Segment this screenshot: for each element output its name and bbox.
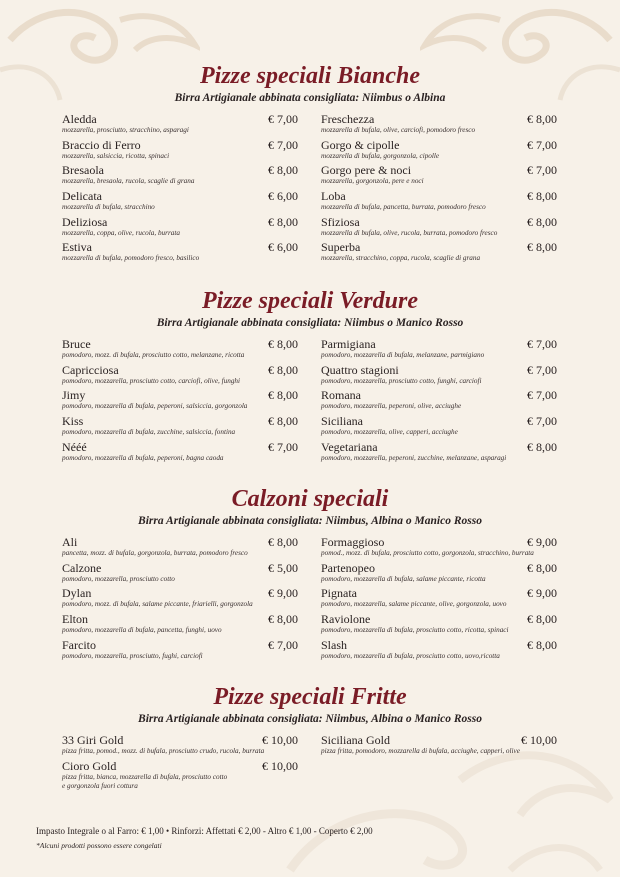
item-price: € 5,00 — [268, 560, 298, 575]
menu-item — [321, 215, 557, 241]
item-name: Bruce — [62, 337, 91, 351]
menu-item — [62, 414, 298, 440]
item-description: pomodoro, mozzarella di bufala, pancetta, funghi, uovo — [62, 626, 222, 635]
section-title: Pizze speciali Verdure — [202, 288, 418, 314]
item-price: € 8,00 — [268, 535, 298, 549]
item-description-continued: e gorgonzola fuori cottura — [62, 781, 138, 790]
item-price: € 8,00 — [527, 612, 557, 627]
section-pizze-fritte — [0, 683, 620, 790]
menu-item — [62, 363, 298, 389]
item-description: pomodoro, mozzarella, prosciutto, fughi, carciofi — [62, 651, 203, 660]
item-name: Romana — [321, 388, 361, 403]
item-description: pomodoro, mozz. di bufala, prosciutto cotto, melanzane, ricotta — [62, 351, 245, 359]
item-name: Siciliana — [321, 414, 363, 429]
item-description: pomodoro, mozzarella di bufala, zucchine, salsiccia, fontina — [62, 428, 236, 437]
right-column — [321, 112, 557, 266]
item-description: mozzarella, bresaola, rucola, scaglie di grana — [62, 177, 195, 186]
item-description: mozzarella di bufala, pomodoro fresco, basilico — [62, 254, 200, 263]
item-description: pomodoro, mozzarella, prosciutto cotto, funghi, carciofi — [321, 376, 482, 385]
item-name: Siciliana Gold — [321, 733, 390, 747]
menu-item — [62, 612, 298, 638]
menu-item — [321, 535, 557, 561]
item-description: pancetta, mozz. di bufala, gorgonzola, burrata, pomodoro fresco — [62, 549, 248, 557]
item-price: € 7,00 — [527, 362, 557, 377]
item-description: pizza fritta, pomod., mozz. di bufala, prosciutto crudo, rucola, burrata — [62, 747, 265, 755]
item-name: Cioro Gold — [62, 758, 117, 773]
menu-item — [62, 112, 298, 138]
item-name: Quattro stagioni — [321, 362, 399, 377]
item-price: € 7,00 — [268, 637, 298, 652]
item-description: pomodoro, mozzarella, prosciutto cotto — [62, 574, 175, 583]
item-price: € 8,00 — [527, 214, 557, 229]
item-price: € 8,00 — [268, 414, 298, 429]
item-price: € 7,00 — [527, 337, 557, 351]
item-name: Pignata — [321, 586, 357, 601]
footer — [36, 825, 373, 851]
menu-item — [62, 759, 298, 795]
item-description: mozzarella, coppa, olive, rucola, burrata — [62, 228, 180, 237]
item-price: € 7,00 — [268, 137, 298, 152]
menu-item — [62, 561, 298, 587]
menu-item — [321, 561, 557, 587]
item-description: pomodoro, mozzarella, peperoni, olive, acciughe — [321, 402, 462, 411]
item-name: Aledda — [62, 112, 97, 126]
menu-item — [62, 388, 298, 414]
item-price: € 7,00 — [527, 414, 557, 429]
menu-item — [62, 189, 298, 215]
item-price: € 10,00 — [262, 758, 298, 773]
item-name: 33 Giri Gold — [62, 733, 124, 747]
item-name: Gorgo pere & noci — [321, 163, 412, 178]
item-description: pizza fritta, bianca, mozzarella di bufala, prosciutto cotto — [62, 772, 228, 781]
item-description: pizza fritta, pomodoro, mozzarella di bufala, acciughe, capperi, olive — [321, 747, 520, 755]
item-price: € 8,00 — [527, 189, 557, 204]
item-price: € 10,00 — [521, 733, 557, 747]
item-name: Estiva — [62, 240, 92, 255]
item-name: Braccio di Ferro — [62, 137, 141, 152]
item-price: € 8,00 — [268, 337, 298, 351]
item-name: Delicata — [62, 189, 102, 204]
item-name: Deliziosa — [62, 214, 108, 229]
section-title: Calzoni speciali — [231, 486, 389, 512]
section-pizze-bianche — [0, 62, 620, 263]
item-price: € 8,00 — [268, 612, 298, 627]
menu-item — [321, 112, 557, 138]
menu-item — [62, 215, 298, 241]
item-name: Kiss — [62, 414, 84, 429]
menu-item — [62, 733, 298, 759]
item-description: pomodoro, mozzarella, prosciutto cotto, carciofi, olive, funghi — [62, 376, 241, 385]
item-description: pomodoro, mozzarella, salame piccante, olive, gorgonzola, uovo — [321, 600, 507, 609]
menu-item — [321, 240, 557, 266]
section-subtitle: Birra Artigianale abbinata consigliata: Niimbus, Albina o Manico Rosso — [138, 515, 482, 527]
item-name: Ali — [62, 535, 78, 549]
menu-item — [321, 440, 557, 466]
menu-item — [321, 388, 557, 414]
item-price: € 8,00 — [527, 560, 557, 575]
item-name: Vegetariana — [321, 439, 378, 454]
item-name: Raviolone — [321, 612, 371, 627]
item-price: € 9,00 — [268, 586, 298, 601]
item-price: € 8,00 — [527, 112, 557, 126]
item-name: Elton — [62, 612, 88, 627]
item-description: mozzarella di bufala, olive, rucola, burrata, pomodoro fresco — [321, 228, 498, 237]
menu-item — [62, 138, 298, 164]
menu-item — [62, 586, 298, 612]
section-calzoni — [0, 485, 620, 660]
item-name: Superba — [321, 240, 361, 255]
item-price: € 8,00 — [268, 214, 298, 229]
right-column — [321, 733, 557, 759]
menu-item — [62, 163, 298, 189]
footer-note: *Alcuni prodotti possono essere congelati — [36, 841, 162, 850]
item-description: mozzarella, gorgonzola, pere e noci — [321, 177, 424, 186]
menu-item — [321, 638, 557, 664]
item-price: € 9,00 — [527, 535, 557, 549]
menu-item — [62, 638, 298, 664]
menu-item — [321, 337, 557, 363]
section-subtitle: Birra Artigianale abbinata consigliata: Niimbus o Manico Rosso — [156, 317, 464, 329]
menu-item — [321, 586, 557, 612]
footer-extras: Impasto Integrale o al Farro: € 1,00 • Rinforzi: Affettati € 2,00 - Altro € 1,00 - Coperto € 2,00 — [36, 826, 373, 836]
item-price: € 8,00 — [527, 637, 557, 652]
item-description: pomodoro, mozzarella di bufala, melanzane, parmigiano — [321, 351, 485, 359]
item-price: € 9,00 — [527, 586, 557, 601]
item-price: € 7,00 — [268, 112, 298, 126]
item-name: Formaggioso — [321, 535, 385, 549]
item-name: Loba — [321, 189, 346, 204]
item-name: Jimy — [62, 388, 86, 403]
item-price: € 7,00 — [527, 388, 557, 403]
item-name: Dylan — [62, 586, 92, 601]
item-description: mozzarella di bufala, stracchino — [62, 203, 155, 212]
item-description: pomodoro, mozzarella di bufala, peperoni, salsiccia, gorgonzola — [62, 402, 248, 411]
item-price: € 7,00 — [268, 439, 298, 454]
right-column — [321, 337, 557, 465]
item-description: pomodoro, mozzarella di bufala, prosciutto cotto, uovo,ricotta — [321, 651, 500, 660]
menu-item — [62, 535, 298, 561]
item-description: pomodoro, mozzarella di bufala, salame piccante, ricotta — [321, 574, 486, 583]
left-column — [62, 733, 298, 795]
item-name: Bresaola — [62, 163, 104, 178]
section-pizze-verdure — [0, 287, 620, 462]
item-description: pomodoro, mozzarella, peperoni, zucchine, melanzane, asparagi — [321, 453, 507, 462]
item-price: € 8,00 — [268, 388, 298, 403]
item-description: mozzarella, salsiccia, ricotta, spinaci — [62, 151, 170, 160]
item-name: Sfiziosa — [321, 214, 360, 229]
item-description: pomodoro, mozzarella di bufala, prosciutto cotto, ricotta, spinaci — [321, 626, 509, 635]
item-name: Capricciosa — [62, 362, 119, 377]
item-description: pomodoro, mozz. di bufala, salame piccante, friarielli, gorgonzola — [62, 600, 253, 609]
item-price: € 6,00 — [268, 189, 298, 204]
item-description: pomodoro, mozzarella, olive, capperi, acciughe — [321, 428, 458, 437]
item-price: € 8,00 — [527, 439, 557, 454]
item-price: € 7,00 — [527, 137, 557, 152]
right-column — [321, 535, 557, 663]
item-price: € 6,00 — [268, 240, 298, 255]
menu-item — [62, 337, 298, 363]
item-name: Gorgo & cipolle — [321, 137, 400, 152]
left-column — [62, 535, 298, 663]
menu-item — [62, 440, 298, 466]
item-description: mozzarella, prosciutto, stracchino, asparagi — [62, 126, 189, 134]
menu-item — [321, 414, 557, 440]
section-subtitle: Birra Artigianale abbinata consigliata: Niimbus, Albina o Manico Rosso — [138, 713, 482, 725]
section-title: Pizze speciali Fritte — [213, 684, 407, 710]
item-name: Farcito — [62, 637, 96, 652]
menu-item — [62, 240, 298, 266]
menu-item — [321, 138, 557, 164]
menu-item — [321, 363, 557, 389]
section-subtitle: Birra Artigianale abbinata consigliata: Niimbus o Albina — [174, 92, 446, 104]
menu-item — [321, 163, 557, 189]
item-description: mozzarella di bufala, gorgonzola, cipolle — [321, 151, 440, 160]
section-title: Pizze speciali Bianche — [200, 63, 420, 89]
item-name: Slash — [321, 637, 348, 652]
left-column — [62, 337, 298, 465]
menu-item — [321, 733, 557, 759]
item-price: € 8,00 — [268, 163, 298, 178]
item-description: mozzarella di bufala, pancetta, burrata, pomodoro fresco — [321, 203, 486, 212]
item-description: mozzarella di bufala, olive, carciofi, pomodoro fresco — [321, 126, 476, 134]
item-name: Nééé — [62, 439, 87, 454]
item-name: Freschezza — [321, 112, 375, 126]
menu-item — [321, 612, 557, 638]
item-description: pomod., mozz. di bufala, prosciutto cotto, gorgonzola, stracchino, burrata — [321, 549, 534, 557]
item-price: € 8,00 — [268, 362, 298, 377]
item-name: Partenopeo — [321, 560, 375, 575]
item-price: € 10,00 — [262, 733, 298, 747]
menu-item — [321, 189, 557, 215]
left-column — [62, 112, 298, 266]
item-description: pomodoro, mozzarella di bufala, peperoni, bagna caoda — [62, 453, 224, 462]
item-name: Parmigiana — [321, 337, 376, 351]
item-price: € 8,00 — [527, 240, 557, 255]
item-description: mozzarella, stracchino, coppa, rucola, scaglie di grana — [321, 254, 481, 263]
item-name: Calzone — [62, 560, 102, 575]
item-price: € 7,00 — [527, 163, 557, 178]
